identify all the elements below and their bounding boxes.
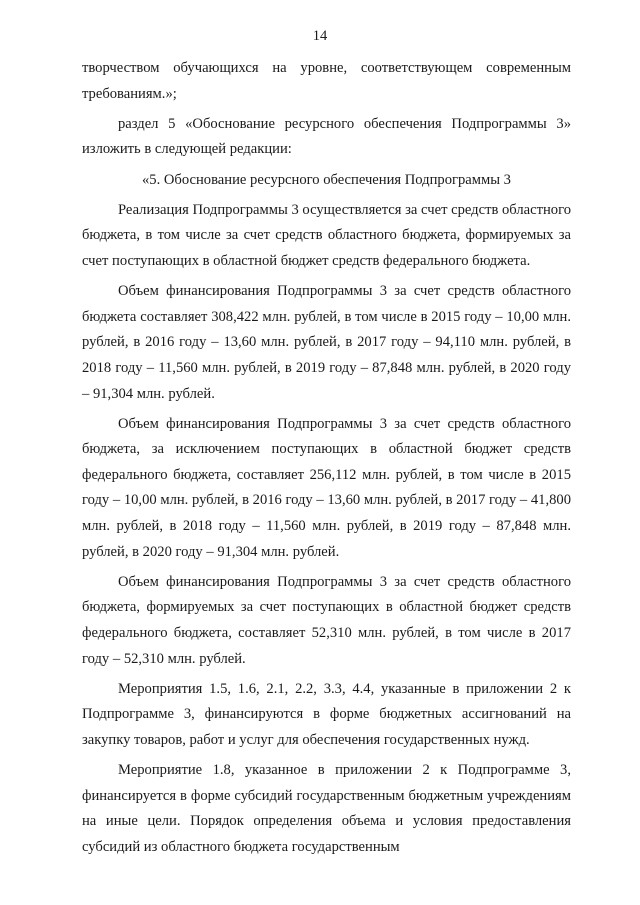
paragraph-total-funding: Объем финансирования Подпрограммы 3 за счет средств областного бюджета составляет 308,422 млн. рублей, в том числе в 2015 году – 10,00 млн. рублей, в 2016 году – 13,60 млн. рублей, в 2017 году – 94,110 млн. рублей, в 2018 году – 11,560 млн. рублей, в 2019 году – 87,848 млн. рублей, в 2020 году – 91,304 млн. рублей. — [82, 283, 571, 402]
paragraph-amendment-instruction: раздел 5 «Обоснование ресурсного обеспечения Подпрограммы 3» изложить в следующей редакции: — [82, 115, 571, 158]
section-heading: «5. Обоснование ресурсного обеспечения Подпрограммы 3 — [142, 171, 511, 188]
paragraph-funding-sources: Реализация Подпрограммы 3 осуществляется за счет средств областного бюджета, в том числе за счет средств областного бюджета, формируемых за счет поступающих в областной бюджет средств федерального бюджета. — [82, 201, 571, 269]
paragraph-regional-funding: Объем финансирования Подпрограммы 3 за счет средств областного бюджета, за исключением поступающих в областной бюджет средств федерального бюджета, составляет 256,112 млн. рублей, в том числе в 2015 году – 10,00 млн. рублей, в 2016 году – 13,60 млн. рублей, в 2017 году – 41,800 млн. рублей, в 2018 году – 11,560 млн. рублей, в 2019 году – 87,848 млн. рублей, в 2020 году – 91,304 млн. рублей. — [82, 415, 571, 560]
paragraph-measures-procurement: Мероприятия 1.5, 1.6, 2.1, 2.2, 3.3, 4.4, указанные в приложении 2 к Подпрограмме 3, финансируются в форме бюджетных ассигнований на закупку товаров, работ и услуг для обеспечения государственных нужд. — [82, 680, 571, 748]
page-number: 14 — [312, 28, 328, 44]
paragraph-measure-subsidies: Мероприятие 1.8, указанное в приложении 2 к Подпрограмме 3, финансируется в форме субсидий государственным бюджетным учреждениям на иные цели. Порядок определения объема и условия предоставления субсидий из областного бюджета государственным — [82, 762, 571, 855]
paragraph-federal-funding: Объем финансирования Подпрограммы 3 за счет средств областного бюджета, формируемых за счет поступающих в областной бюджет средств федерального бюджета, составляет 52,310 млн. рублей, в том числе в 2017 году – 52,310 млн. рублей. — [82, 573, 571, 667]
paragraph-continuation: творчеством обучающихся на уровне, соответствующем современным требованиям.»; — [82, 60, 571, 102]
document-body — [82, 56, 571, 865]
